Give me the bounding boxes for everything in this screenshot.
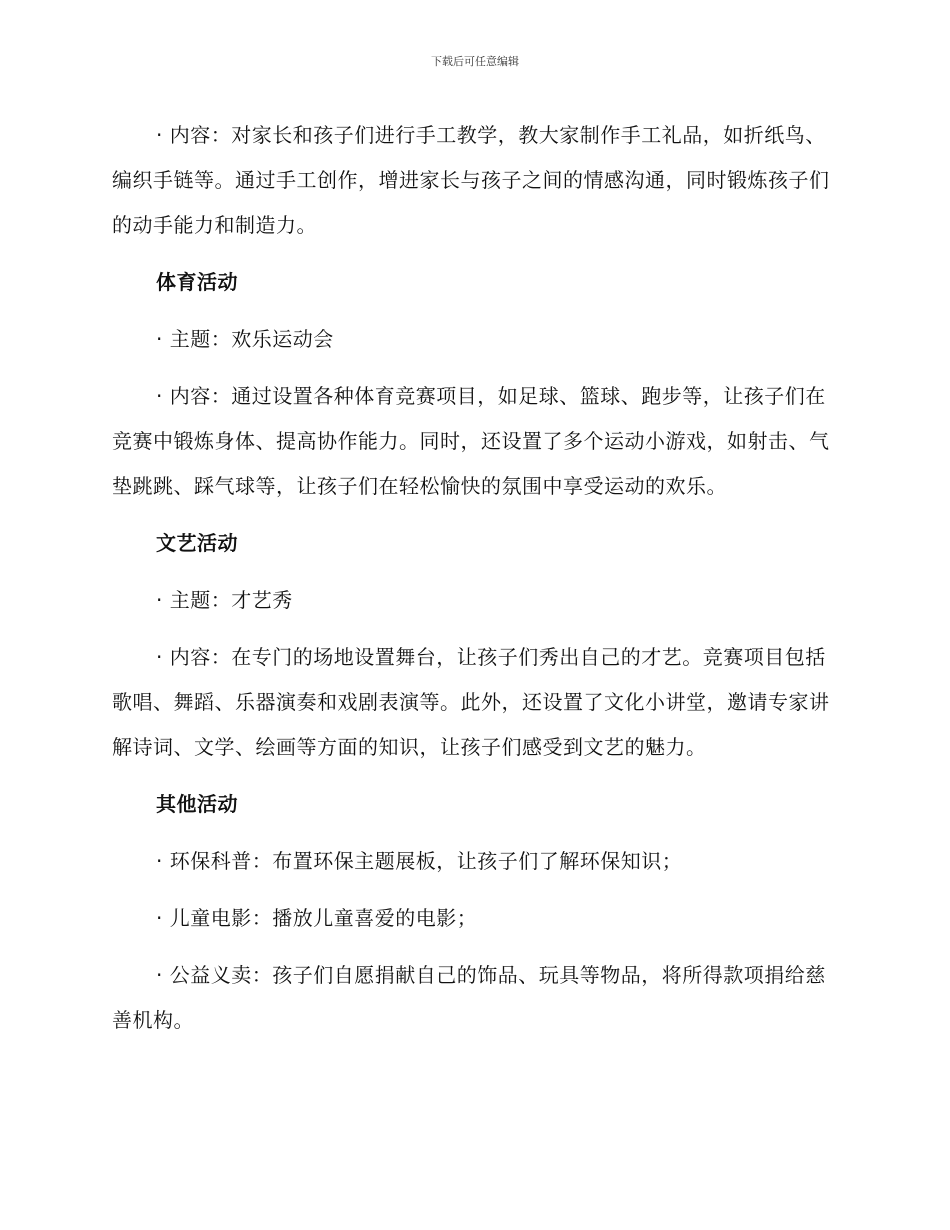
sports-content-paragraph: · 内容：通过设置各种体育竞赛项目，如足球、篮球、跑步等，让孩子们在竞赛中锻炼身体、提高协作能力。同时，还设置了多个运动小游戏，如射击、气垫跳跳、踩气球等，让孩子们在轻松愉快的氛围中享受运动的欢乐。 bbox=[112, 384, 830, 498]
arts-content-paragraph: · 内容：在专门的场地设置舞台，让孩子们秀出自己的才艺。竞赛项目包括歌唱、舞蹈、乐器演奏和戏剧表演等。此外，还设置了文化小讲堂，邀请专家讲解诗词、文学、绘画等方面的知识，让孩子们感受到文艺的魅力。 bbox=[112, 645, 830, 759]
sports-heading: 体育活动 bbox=[156, 270, 238, 294]
arts-heading: 文艺活动 bbox=[156, 531, 238, 555]
other-charity-paragraph: · 公益义卖：孩子们自愿捐献自己的饰品、玩具等物品，将所得款项捐给慈善机构。 bbox=[112, 963, 826, 1032]
page-header-note: 下载后可任意编辑 bbox=[431, 55, 519, 68]
other-heading: 其他活动 bbox=[156, 792, 238, 816]
craft-content-paragraph: · 内容：对家长和孩子们进行手工教学，教大家制作手工礼品，如折纸鸟、编织手链等。通过手工创作，增进家长与孩子之间的情感沟通，同时锻炼孩子们的动手能力和制造力。 bbox=[112, 123, 830, 237]
arts-theme-paragraph: · 主题：才艺秀 bbox=[156, 588, 293, 612]
other-movie-paragraph: · 儿童电影：播放儿童喜爱的电影； bbox=[156, 906, 478, 930]
other-environment-paragraph: · 环保科普：布置环保主题展板，让孩子们了解环保知识； bbox=[156, 849, 683, 873]
document-body bbox=[112, 113, 836, 1043]
sports-theme-paragraph: · 主题：欢乐运动会 bbox=[156, 327, 334, 351]
